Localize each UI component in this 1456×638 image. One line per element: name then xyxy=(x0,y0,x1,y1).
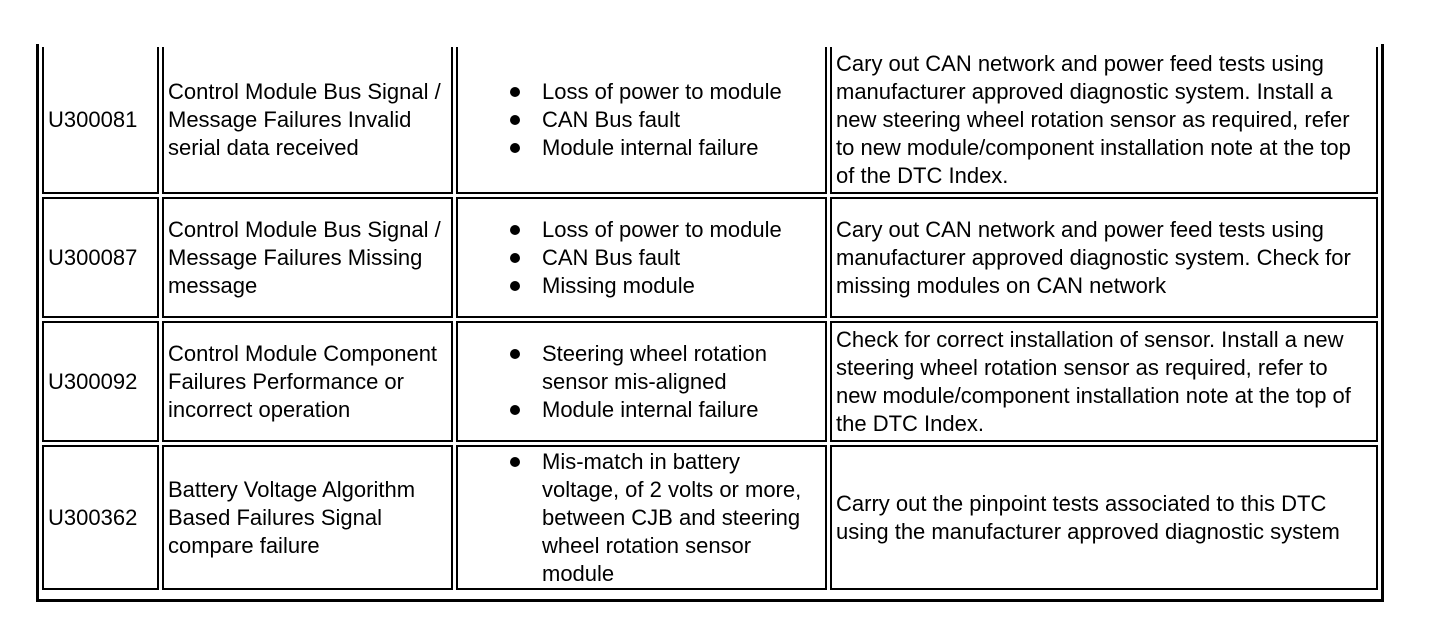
cause-item: Missing module xyxy=(542,272,821,300)
table-row xyxy=(42,445,1378,590)
dtc-description: Battery Voltage Algorithm Based Failures Signal compare failure xyxy=(162,445,453,590)
dtc-description: Control Module Bus Signal / Message Failures Invalid serial data received xyxy=(162,47,453,194)
dtc-table-container xyxy=(36,44,1384,602)
possible-causes xyxy=(456,197,827,318)
action: Cary out CAN network and power feed tests using manufacturer approved diagnostic system. Install a new steering wheel rotation sensor as required, refer to new module/component installation note at the top of the DTC Index. xyxy=(830,47,1378,194)
cause-item: CAN Bus fault xyxy=(542,106,821,134)
dtc-code: U300362 xyxy=(42,445,159,590)
action: Carry out the pinpoint tests associated to this DTC using the manufacturer approved diagnostic system xyxy=(830,445,1378,590)
cause-item: Mis-match in battery voltage, of 2 volts or more, between CJB and steering wheel rotation sensor module xyxy=(542,448,821,588)
cause-item: Module internal failure xyxy=(542,396,821,424)
cause-item: Module internal failure xyxy=(542,134,821,162)
possible-causes xyxy=(456,445,827,590)
dtc-code: U300087 xyxy=(42,197,159,318)
possible-causes xyxy=(456,321,827,442)
table-row xyxy=(42,321,1378,442)
cause-item: Loss of power to module xyxy=(542,78,821,106)
table-row xyxy=(42,197,1378,318)
dtc-description: Control Module Component Failures Performance or incorrect operation xyxy=(162,321,453,442)
dtc-code: U300092 xyxy=(42,321,159,442)
dtc-code: U300081 xyxy=(42,47,159,194)
action: Cary out CAN network and power feed tests using manufacturer approved diagnostic system. Check for missing modules on CAN network xyxy=(830,197,1378,318)
action: Check for correct installation of sensor. Install a new steering wheel rotation sensor as required, refer to new module/component installation note at the top of the DTC Index. xyxy=(830,321,1378,442)
dtc-table xyxy=(39,44,1381,593)
cause-item: Steering wheel rotation sensor mis-aligned xyxy=(542,340,821,396)
cause-item: Loss of power to module xyxy=(542,216,821,244)
dtc-description: Control Module Bus Signal / Message Failures Missing message xyxy=(162,197,453,318)
table-row xyxy=(42,47,1378,194)
possible-causes xyxy=(456,47,827,194)
cause-item: CAN Bus fault xyxy=(542,244,821,272)
